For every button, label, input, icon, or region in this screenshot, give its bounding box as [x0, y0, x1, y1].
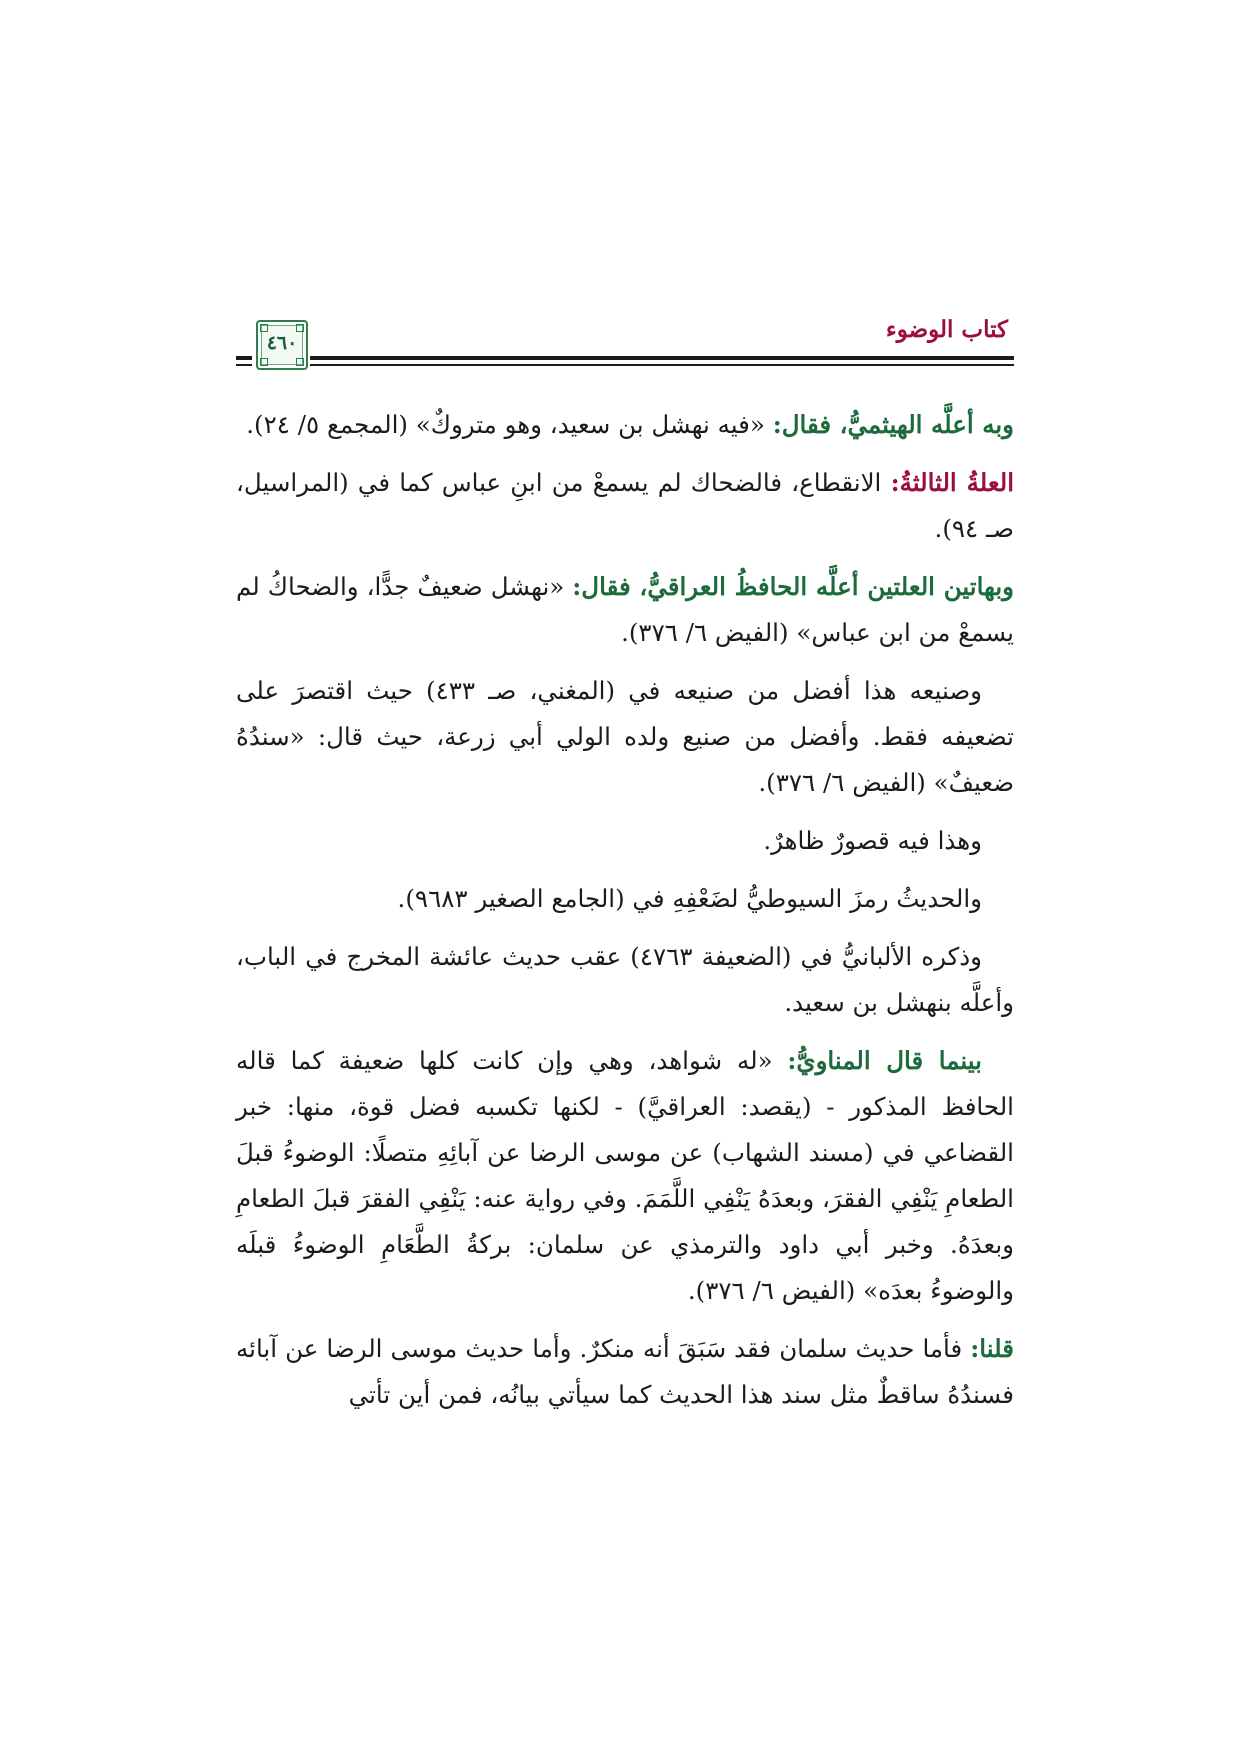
paragraph-text: وذكره الألبانيُّ في (الضعيفة ٤٧٦٣) عقب حديث عائشة المخرج في الباب، وأعلَّه بنهشل بن سعيد. [236, 942, 1014, 1017]
frame-ornament [260, 358, 268, 366]
header-rule-thin [236, 364, 252, 366]
paragraph-lead: قلنا: [970, 1334, 1014, 1363]
paragraph-text: الانقطاع، فالضحاك لم يسمعْ من ابنِ عباس كما في (المراسيل، صـ ٩٤). [236, 468, 1014, 543]
paragraph-text: وصنيعه هذا أفضل من صنيعه في (المغني، صـ ٤٣٣) حيث اقتصرَ على تضعيفه فقط. وأفضل من صنيع ولده الولي أبي زرعة، حيث قال: «سندُهُ ضعيفٌ» (الفيض ٦/ ٣٧٦). [236, 676, 1014, 797]
header-rule-thick [310, 356, 1014, 360]
paragraph [236, 402, 1014, 448]
paragraph-text: فأما حديث سلمان فقد سَبَقَ أنه منكرٌ. وأما حديث موسى الرضا عن آبائه فسندُهُ ساقطٌ مثل سند هذا الحديث كما سيأتي بيانُه، فمن أين تأتي [236, 1334, 1014, 1409]
paragraph [236, 668, 1014, 806]
header-rule-thin [310, 364, 1014, 366]
paragraph-lead: العلةُ الثالثةُ: [890, 468, 1014, 497]
page-number-frame [256, 320, 308, 370]
paragraph-text: وهذا فيه قصورٌ ظاهرٌ. [763, 826, 982, 855]
page-header [236, 318, 1014, 388]
paragraph [236, 460, 1014, 552]
chapter-title: كتاب الوضوء [885, 316, 1008, 343]
paragraph [236, 934, 1014, 1026]
paragraph-text: «له شواهد، وهي وإن كانت كلها ضعيفة كما قاله الحافظ المذكور - (يقصد: العراقيَّ) - لكنها تكسبه فضل قوة، منها: خبر القضاعي في (مسند الشهاب) عن موسى الرضا عن آبائِهِ متصلًا: الوضوءُ قبلَ الطعامِ يَنْفِي الفقرَ، وبعدَهُ يَنْفِي اللَّمَمَ. وفي رواية عنه: يَنْفِي الفقرَ قبلَ الطعامِ وبعدَهُ. وخبر أبي داود والترمذي عن سلمان: بركةُ الطَّعَامِ الوضوءُ قبلَه والوضوءُ بعدَه» (الفيض ٦/ ٣٧٦). [236, 1046, 1014, 1305]
body-text [236, 402, 1014, 1430]
paragraph [236, 1326, 1014, 1418]
paragraph-text: والحديثُ رمزَ السيوطيُّ لضَعْفِهِ في (الجامع الصغير ٩٦٨٣). [397, 884, 982, 913]
paragraph-lead: وبهاتين العلتين أعلَّه الحافظُ العراقيُّ، فقال: [572, 572, 1014, 601]
paragraph [236, 564, 1014, 656]
frame-ornament [260, 324, 268, 332]
paragraph-text: «فيه نهشل بن سعيد، وهو متروكٌ» (المجمع ٥/ ٢٤). [246, 410, 773, 439]
paragraph [236, 876, 1014, 922]
paragraph [236, 1038, 1014, 1314]
paragraph-lead: بينما قال المناويُّ: [787, 1046, 982, 1075]
frame-ornament [296, 358, 304, 366]
header-rule-thick [236, 356, 252, 360]
page-number: ٤٦٠ [266, 332, 298, 354]
paragraph [236, 818, 1014, 864]
paragraph-text: «نهشل ضعيفٌ جدًّا، والضحاكُ لم يسمعْ من ابن عباس» (الفيض ٦/ ٣٧٦). [236, 572, 1014, 647]
paragraph-lead: وبه أعلَّه الهيثميُّ، فقال: [772, 410, 1014, 439]
frame-ornament [296, 324, 304, 332]
